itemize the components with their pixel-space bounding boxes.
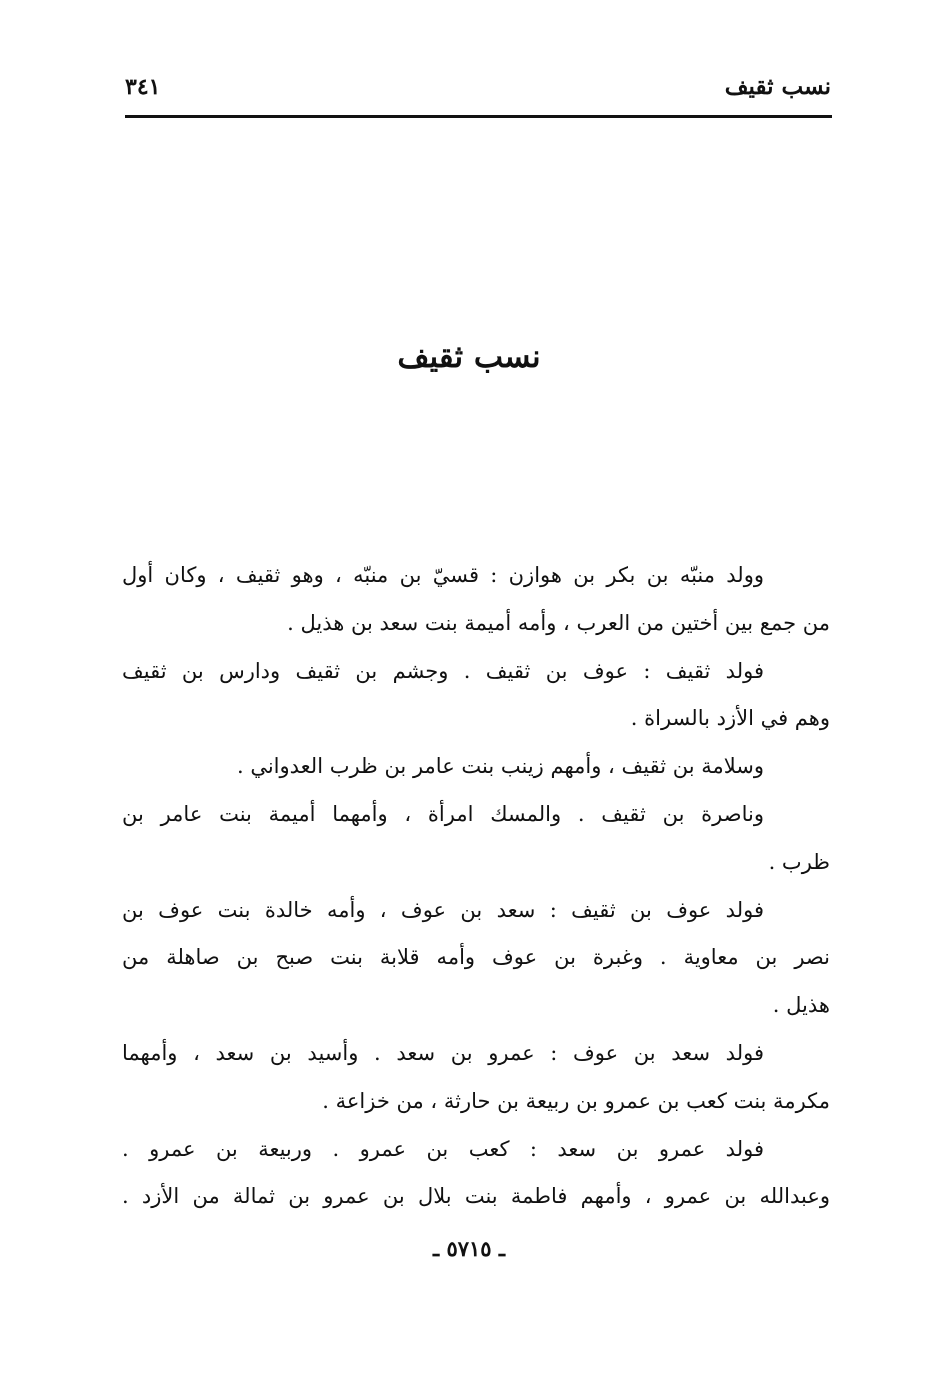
- text-line: من جمع بين أختين من العرب ، وأمه أميمة بنت سعد بن هذيل .: [287, 610, 830, 635]
- text-line: فولد ثقيف : عوف بن ثقيف . وجشم بن ثقيف ودارس بن ثقيف: [122, 658, 764, 683]
- page-number: ٣٤١: [125, 74, 161, 100]
- text-line: ظرب .: [768, 849, 830, 874]
- text-line: وناصرة بن ثقيف . والمسك امرأة ، وأمهما أميمة بنت عامر بن: [122, 801, 764, 826]
- body-text: [122, 552, 830, 1221]
- text-line: فولد سعد بن عوف : عمرو بن سعد . وأسيد بن سعد ، وأمهما: [122, 1040, 764, 1065]
- text-line: وعبدالله بن عمرو ، وأمهم فاطمة بنت بلال بن عمرو بن ثمالة من الأزد .: [122, 1184, 830, 1209]
- text-line: فولد عمرو بن سعد : كعب بن عمرو . وربيعة بن عمرو .: [122, 1136, 764, 1161]
- text-line: وهم في الأزد بالسراة .: [630, 706, 830, 731]
- text-line: وسلامة بن ثقيف ، وأمهم زينب بنت عامر بن ظرب العدواني .: [236, 754, 764, 779]
- header-rule: [125, 115, 832, 118]
- running-header-title: نسب ثقيف: [724, 73, 831, 100]
- text-line: مكرمة بنت كعب بن عمرو بن ربيعة بن حارثة ، من خزاعة .: [322, 1088, 830, 1113]
- text-line: نصر بن معاوية . وغبرة بن عوف وأمه قلابة بنت صبح بن صاهلة من: [122, 945, 830, 970]
- text-line: فولد عوف بن ثقيف : سعد بن عوف ، وأمه خالدة بنت عوف بن: [122, 897, 764, 922]
- text-line: وولد منبّه بن بكر بن هوازن : قسيّ بن منبّه ، وهو ثقيف ، وكان أول: [122, 563, 764, 587]
- text-line: هذيل .: [772, 993, 830, 1018]
- running-header: [125, 70, 831, 112]
- volume-page-marker: ـ ٥٧١٥ ـ: [432, 1236, 506, 1261]
- chapter-title: نسب ثقيف: [397, 339, 541, 375]
